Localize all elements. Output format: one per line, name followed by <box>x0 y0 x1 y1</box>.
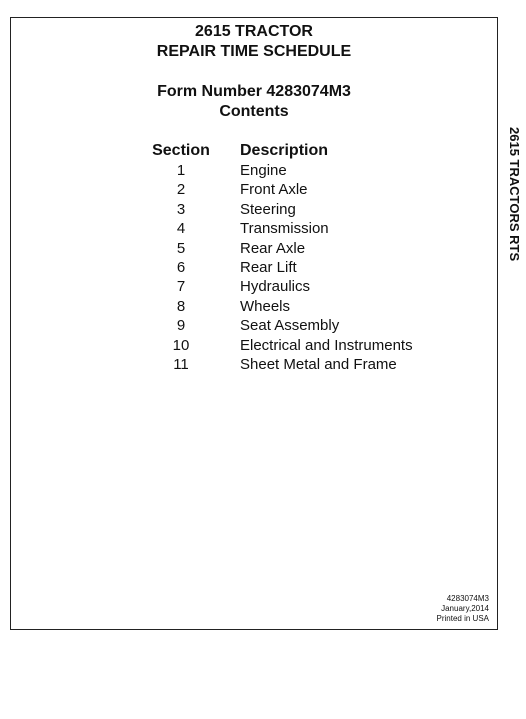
toc-section-number: 11 <box>173 355 189 373</box>
toc-section-number: 9 <box>176 317 186 335</box>
footer-part-number: 4283074M3 <box>446 594 489 603</box>
toc-section-number: 4 <box>176 220 186 238</box>
toc-section-description: Transmission <box>240 220 329 238</box>
toc-section-number: 7 <box>176 278 186 296</box>
toc-row <box>141 336 413 355</box>
title-line-2: REPAIR TIME SCHEDULE <box>156 43 352 60</box>
document-title <box>11 22 497 62</box>
description-column-header: Description <box>240 142 329 159</box>
footer-info <box>437 594 489 624</box>
toc-section-description: Engine <box>240 162 287 179</box>
toc-section-number: 10 <box>172 336 190 354</box>
toc-row <box>141 258 413 277</box>
toc-rows <box>141 161 413 374</box>
toc-section-description: Wheels <box>240 297 291 315</box>
toc-section-description: Sheet Metal and Frame <box>240 355 397 373</box>
toc-section-number: 2 <box>176 181 186 199</box>
toc-row <box>141 277 413 296</box>
toc-section-description: Rear Lift <box>240 258 297 276</box>
form-heading <box>11 82 497 122</box>
toc-section-number: 6 <box>176 258 186 276</box>
toc-row <box>141 161 413 180</box>
toc-row <box>141 219 413 238</box>
side-tab-label: 2615 TRACTORS RTS <box>507 127 522 262</box>
toc-section-number: 8 <box>176 297 186 315</box>
contents-heading: Contents <box>219 103 289 120</box>
toc-row <box>141 355 413 374</box>
toc-row <box>141 200 413 219</box>
toc-row <box>141 180 413 199</box>
toc-row <box>141 297 413 316</box>
toc-section-description: Electrical and Instruments <box>240 336 413 354</box>
title-line-1: 2615 TRACTOR <box>195 23 313 40</box>
toc-section-number: 5 <box>176 239 186 257</box>
toc-section-number: 1 <box>176 162 186 179</box>
section-column-header: Section <box>152 142 210 159</box>
toc-section-description: Rear Axle <box>240 239 306 257</box>
page-frame <box>10 17 498 630</box>
toc-section-description: Hydraulics <box>240 278 311 296</box>
footer-printed: Printed in USA <box>436 614 489 623</box>
toc-row <box>141 239 413 258</box>
table-of-contents <box>141 140 413 374</box>
toc-section-description: Front Axle <box>240 181 308 199</box>
toc-section-description: Steering <box>240 200 296 218</box>
toc-section-number: 3 <box>176 200 186 218</box>
footer-date: January,2014 <box>441 604 489 613</box>
toc-row <box>141 316 413 335</box>
form-number: Form Number 4283074M3 <box>157 83 351 100</box>
toc-section-description: Seat Assembly <box>240 317 340 335</box>
toc-header-row <box>141 140 413 161</box>
